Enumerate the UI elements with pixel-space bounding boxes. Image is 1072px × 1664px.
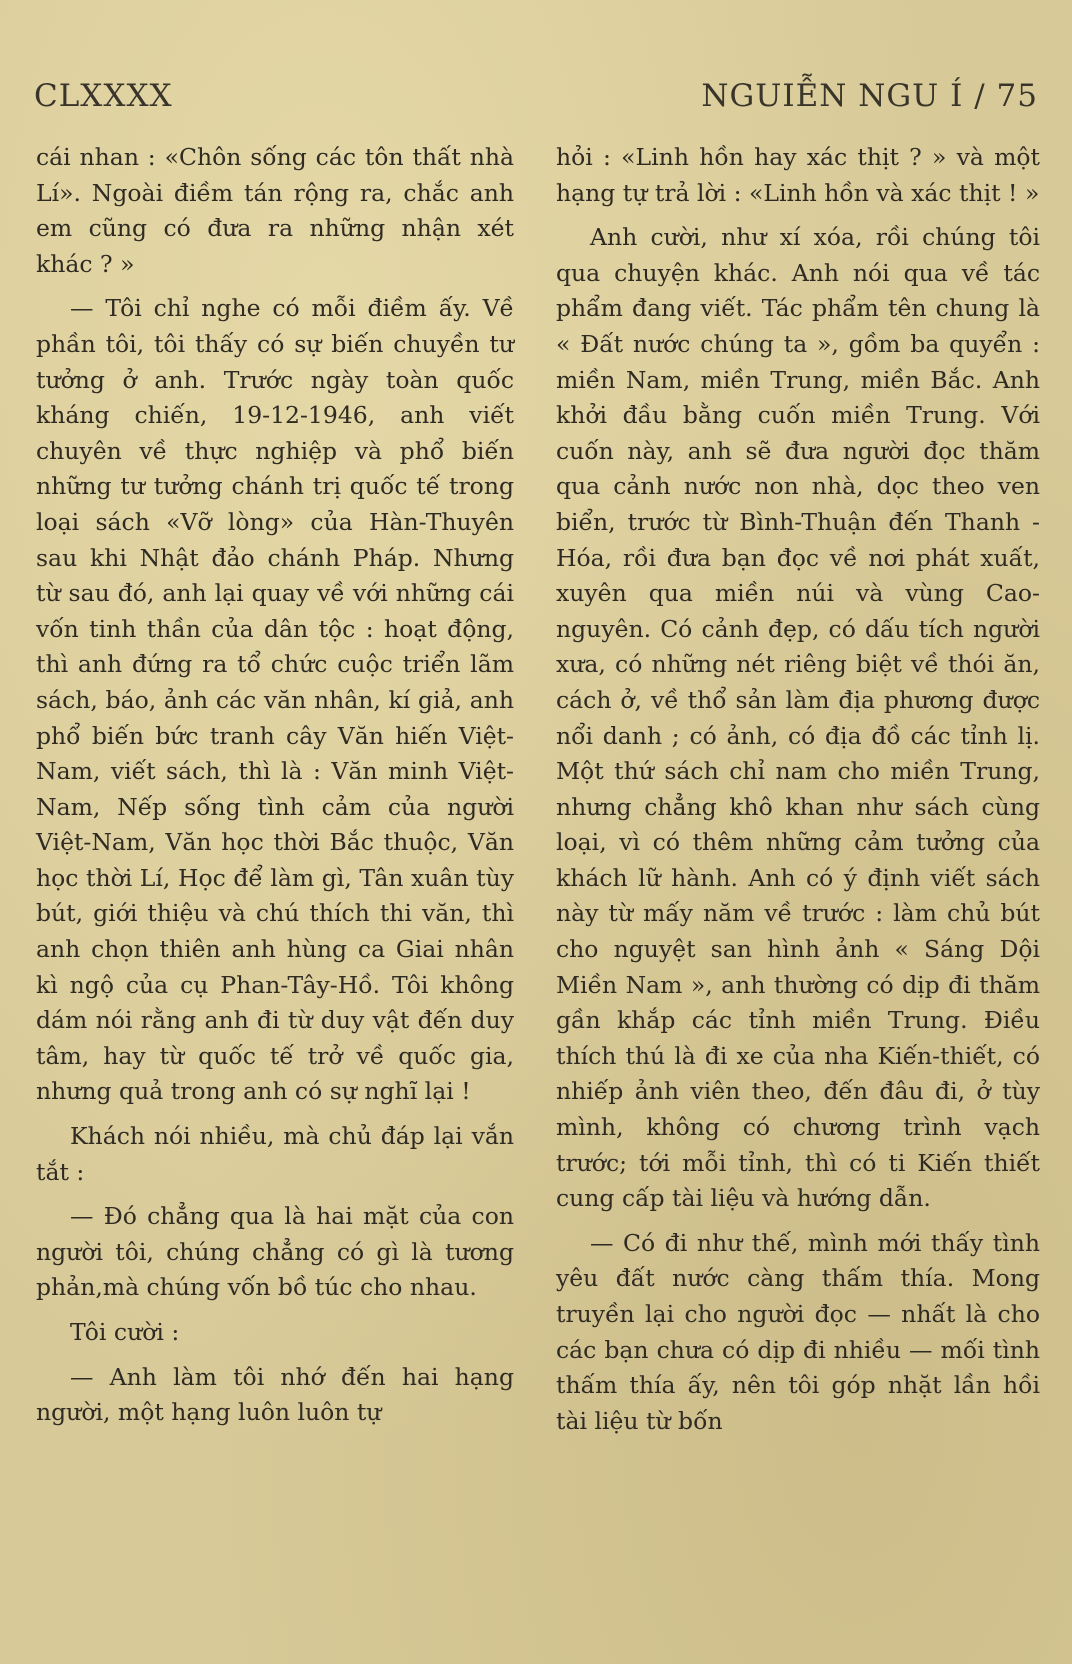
paragraph-text: cái nhan : «Chôn sống các tôn thất nhà Lí». Ngoài điềm tán rộng ra, chắc anh em cũng có đưa ra những nhận xét khác ? » <box>36 143 514 278</box>
paragraph-text: Tôi cười : <box>70 1318 180 1346</box>
left-text-column <box>36 140 514 1431</box>
section-number: CLXXXX <box>34 78 173 114</box>
paragraph <box>36 1315 514 1351</box>
paragraph-text: Anh cười, như xí xóa, rồi chúng tôi qua chuyện khác. Anh nói qua về tác phẩm đang viết. Tác phẩm tên chung là « Đất nước chúng ta », gồm ba quyển : miền Nam, miền Trung, miền Bắc. Anh khởi đầu bằng cuốn miền Trung. Với cuốn này, anh sẽ đưa người đọc thăm qua cảnh nước non nhà, dọc theo ven biển, trước từ Bình-Thuận đến Thanh - Hóa, rồi đưa bạn đọc về nơi phát xuất, xuyên qua miền núi và vùng Cao-nguyên. Có cảnh đẹp, có dấu tích người xưa, có những nét riêng biệt về thói ăn, cách ở, về thổ sản làm địa phương được nổi danh ; có ảnh, có địa đồ các tỉnh lị. Một thứ sách chỉ nam cho miền Trung, nhưng chẳng khô khan như sách cùng loại, vì có thêm những cảm tưởng của khách lữ hành. Anh có ý định viết sách này từ mấy năm về trước : làm chủ bút cho nguyệt san hình ảnh « Sáng Dội Miền Nam », anh thường có dịp đi thăm gần khắp các tỉnh miền Trung. Điều thích thú là đi xe của nha Kiến-thiết, có nhiếp ảnh viên theo, đến đâu đi, ở tùy mình, không có chương trình vạch trước; tới mỗi tỉnh, thì có ti Kiến thiết cung cấp tài liệu và hướng dẫn. <box>556 223 1040 1213</box>
paragraph <box>556 140 1040 211</box>
paragraph-text: Khách nói nhiều, mà chủ đáp lại vắn tắt : <box>36 1122 514 1186</box>
paragraph-text: — Tôi chỉ nghe có mỗi điềm ấy. Về phần tôi, tôi thấy có sự biến chuyền tư tưởng ở anh. Trước ngày toàn quốc kháng chiến, 19-12-1946, anh viết chuyên về thực nghiệp và phổ biến những tư tưởng chánh trị quốc tế trong loại sách «Vỡ lòng» của Hàn-Thuyên sau khi Nhật đảo chánh Pháp. Nhưng từ sau đó, anh lại quay về với những cái vốn tinh thần của dân tộc : hoạt động, thì anh đứng ra tổ chức cuộc triển lãm sách, báo, ảnh các văn nhân, kí giả, anh phổ biến bức tranh cây Văn hiến Việt-Nam, viết sách, thì là : Văn minh Việt-Nam, Nếp sống tình cảm của người Việt-Nam, Văn học thời Bắc thuộc, Văn học thời Lí, Học để làm gì, Tân xuân tùy bút, giới thiệu và chú thích thi văn, thì anh chọn thiên anh hùng ca Giai nhân kì ngộ của cụ Phan-Tây-Hồ. Tôi không dám nói rằng anh đi từ duy vật đến duy tâm, hay từ quốc tế trở về quốc gia, nhưng quả trong anh có sự nghĩ lại ! <box>36 294 514 1106</box>
paragraph <box>36 1360 514 1431</box>
paragraph-text: — Có đi như thế, mình mới thấy tình yêu đất nước càng thấm thía. Mong truyền lại cho người đọc — nhất là cho các bạn chưa có dịp đi nhiều — mối tình thấm thía ấy, nên tôi góp nhặt lần hồi tài liệu từ bốn <box>556 1228 1040 1435</box>
paragraph-text: hỏi : «Linh hồn hay xác thịt ? » và một hạng tự trả lời : «Linh hồn và xác thịt ! » <box>556 143 1040 207</box>
right-text-column <box>556 140 1040 1439</box>
paragraph <box>36 291 514 1110</box>
paragraph-text: — Anh làm tôi nhớ đến hai hạng người, một hạng luôn luôn tự <box>36 1362 514 1427</box>
paragraph-text: — Đó chẳng qua là hai mặt của con người tôi, chúng chẳng có gì là tương phản,mà chúng vốn bồ túc cho nhau. <box>36 1202 514 1302</box>
paragraph <box>36 1119 514 1190</box>
paragraph <box>36 1199 514 1306</box>
page-header <box>34 78 1038 128</box>
author-page-number: NGUIỄN NGU Í / 75 <box>701 78 1038 114</box>
paragraph <box>556 1226 1040 1440</box>
paragraph <box>556 220 1040 1217</box>
paragraph <box>36 140 514 282</box>
